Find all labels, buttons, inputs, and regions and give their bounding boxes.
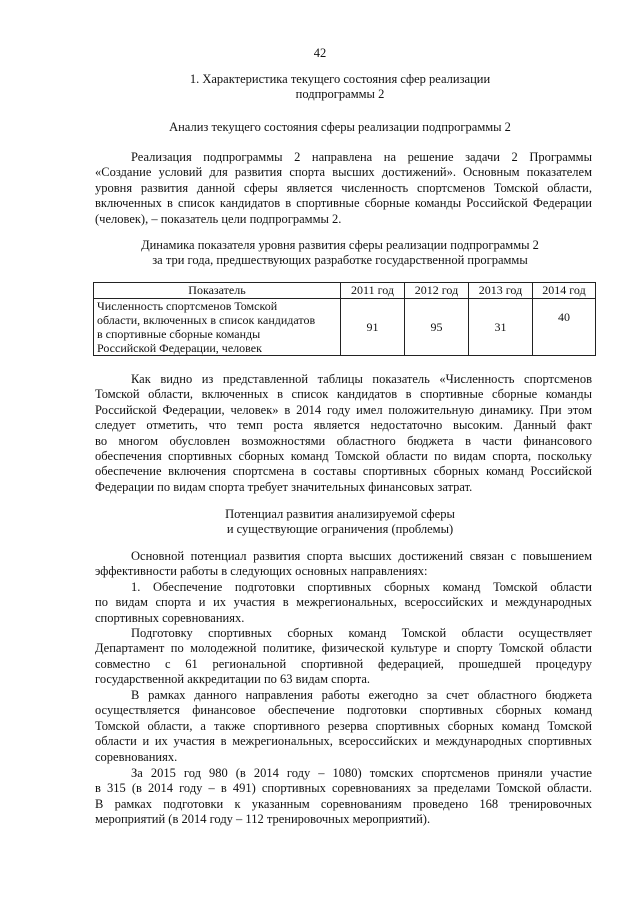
text-line: Основной потенциал развития спорта высших достижений связан с повышением (131, 549, 592, 563)
table-header-cell: 2012 год (405, 283, 469, 299)
text-line: В рамках подготовки к указанным соревнованиям проведено 168 тренировочных (95, 796, 592, 811)
table-title (90, 238, 590, 268)
text-line: по видам спорта и их участия в межрегиональных, всероссийских и международных (95, 595, 592, 610)
section-heading-line: 1. Характеристика текущего состояния сфер реализации (189, 72, 491, 86)
table-header-cell: 2011 год (341, 283, 405, 299)
indicator-line: в спортивные сборные команды (97, 327, 261, 341)
value-2012: 95 (405, 299, 469, 356)
text-line: За 2015 год 980 (в 2014 году – 1080) томских спортсменов приняли участие (131, 766, 592, 780)
indicator-table (93, 282, 596, 356)
table-header-cell: 2014 год (533, 283, 596, 299)
value-2013: 31 (469, 299, 533, 356)
table-title-line: Динамика показателя уровня развития сферы реализации подпрограммы 2 (141, 238, 539, 252)
page-number: 42 (313, 46, 327, 60)
text-line: Томской области, а также спортивного резерва спортивных сборных команд Томской (95, 718, 592, 733)
text-line: осуществляется финансовое обеспечение подготовки спортивных сборных команд (95, 703, 592, 718)
text-line: (человек), – показатель цели подпрограммы 2. (95, 211, 342, 226)
text-line: Российской Федерации, человек» в 2014 году имел положительную динамику. При этом (95, 402, 592, 417)
text-line: уровня развития данной сферы является численность спортсменов Томской области, (95, 180, 592, 195)
section2-heading-line: и существующие ограничения (проблемы) (226, 522, 454, 536)
text-line: включенных в список кандидатов в спортивные сборные команды Российской Федерации (95, 196, 592, 211)
table-row (94, 299, 596, 356)
text-line: Подготовку спортивных сборных команд Томской области осуществляет (131, 626, 592, 640)
analysis-paragraph (95, 372, 592, 495)
text-line: обеспечения спортивных сборных команд Томской области по видам спорта, поскольку (95, 449, 592, 464)
value-2011: 91 (341, 299, 405, 356)
text-line: соревнованиях. (95, 749, 178, 764)
text-line: области и их участия в межрегиональных, всероссийских и международных спортивных (95, 734, 592, 749)
section-heading (90, 72, 590, 102)
indicator-name-cell (94, 299, 341, 356)
text-line: следует отметить, что темп роста является недостаточно высоким. Данный факт (95, 418, 592, 433)
subheading-text: Анализ текущего состояния сферы реализации подпрограммы 2 (169, 120, 511, 134)
section2-heading (90, 507, 590, 537)
table-header-row (94, 283, 596, 299)
text-line: В рамках данного направления работы ежегодно за счет областного бюджета (131, 688, 592, 702)
budget-paragraph (95, 688, 592, 765)
section-heading-line: подпрограммы 2 (295, 87, 385, 101)
table-title-line: за три года, предшествующих разработке государственной программы (152, 253, 528, 267)
text-line: эффективности работы в следующих основных направлениях: (95, 564, 428, 579)
results-2015-paragraph (95, 766, 592, 828)
text-line: обеспечение включения спортсмена в составы спортивных сборных команд Российской (95, 464, 592, 479)
value-2014: 40 (533, 299, 596, 356)
section2-heading-line: Потенциал развития анализируемой сферы (225, 507, 455, 521)
item1-paragraph (95, 580, 592, 626)
table-header-cell: Показатель (94, 283, 341, 299)
main-paragraph (95, 549, 592, 580)
text-line: Томской области, включенных в список кандидатов в спортивные сборные команды (95, 387, 592, 402)
text-line: спортивных соревнованиях. (95, 610, 245, 625)
text-line: Федерации по видам спорта требует значительных финансовых затрат. (95, 479, 473, 494)
text-line: в 315 (в 2014 году – в 491) спортивных соревнованиях за пределами Томской области. (95, 781, 592, 796)
text-line: совместно с 61 региональной спортивной федерацией, прошедшей процедуру (95, 656, 592, 671)
intro-paragraph (95, 150, 592, 227)
text-line: Реализация подпрограммы 2 направлена на решение задачи 2 Программы (131, 150, 592, 164)
text-line: государственной аккредитации по 63 видам спорта. (95, 672, 371, 687)
text-line: мероприятий (в 2014 году – 112 тренировочных мероприятий). (95, 812, 431, 827)
text-line: Департамент по молодежной политике, физической культуре и спорту Томской области (95, 641, 592, 656)
text-line: «Создание условий для развития спорта высших достижений». Основным показателем (95, 165, 592, 180)
training-paragraph (95, 626, 592, 688)
table-header-cell: 2013 год (469, 283, 533, 299)
text-line: во многом обусловлен возможностями областного бюджета в части финансового (95, 433, 592, 448)
text-line: Как видно из представленной таблицы показатель «Численность спортсменов (131, 372, 592, 386)
indicator-line: Численность спортсменов Томской (97, 299, 278, 313)
indicator-line: области, включенных в список кандидатов (97, 313, 316, 327)
subheading (90, 120, 590, 135)
text-line: 1. Обеспечение подготовки спортивных сборных команд Томской области (131, 580, 592, 594)
indicator-line: Российской Федерации, человек (97, 341, 262, 355)
